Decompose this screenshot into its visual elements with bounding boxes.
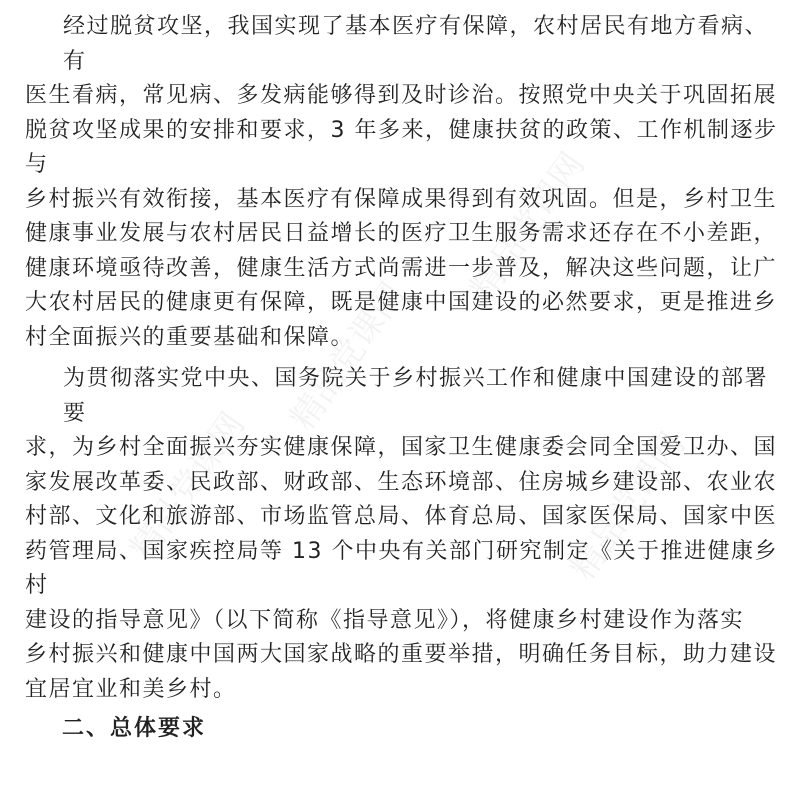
paragraph-1: [25, 10, 790, 355]
text-line: 大农村居民的健康更有保障，既是健康中国建设的必然要求，更是推进乡: [25, 290, 778, 315]
text-line: 村部、文化和旅游部、市场监管总局、体育总局、国家医保局、国家中医: [25, 504, 778, 529]
text-line: 为贯彻落实党中央、国务院关于乡村振兴工作和健康中国建设的部署要: [63, 366, 769, 426]
text-line: 脱贫攻坚成果的安排和要求，3 年多来，健康扶贫的政策、工作机制逐步与: [25, 117, 778, 177]
watermark: 精品党课网: [562, 425, 694, 588]
text-line: 求，为乡村全面振兴夯实健康保障，国家卫生健康委会同全国爱卫办、国: [25, 435, 778, 460]
text-line: 药管理局、国家疾控局等 13 个中央有关部门研究制定《关于推进健康乡村: [25, 538, 778, 598]
watermark: 精品党课网: [282, 275, 414, 438]
paragraph-2: [25, 362, 790, 707]
text-line: 乡村振兴和健康中国两大国家战略的重要举措，明确任务目标，助力建设: [25, 642, 778, 667]
text-line: 乡村振兴有效衔接，基本医疗有保障成果得到有效巩固。但是，乡村卫生: [25, 186, 778, 212]
text-line: 医生看病，常见病、多发病能够得到及时诊治。按照党中央关于巩固拓展: [25, 83, 778, 108]
watermark: 精品党课网: [122, 405, 254, 568]
text-line: 村全面振兴的重要基础和保障。: [25, 324, 355, 350]
text-line: 家发展改革委、民政部、财政部、生态环境部、住房城乡建设部、农业农: [25, 469, 778, 495]
text-line: 宜居宜业和美乡村。: [25, 676, 237, 702]
text-line: 健康环境亟待改善，健康生活方式尚需进一步普及，解决这些问题，让广: [25, 255, 778, 281]
watermark: 精品党课网: [462, 145, 594, 308]
text-line: 健康事业发展与农村居民日益增长的医疗卫生服务需求还存在不小差距，: [25, 221, 778, 246]
section-heading: 二、总体要求: [62, 716, 207, 741]
text-line: 建设的指导意见》（以下简称《指导意见》），将健康乡村建设作为落实: [25, 607, 745, 633]
text-line: 经过脱贫攻坚，我国实现了基本医疗有保障，农村居民有地方看病、有: [63, 14, 769, 74]
